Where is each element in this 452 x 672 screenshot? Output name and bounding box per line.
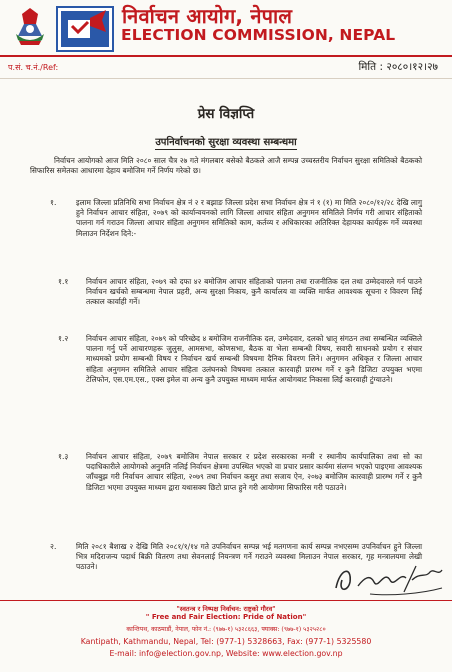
item-1-text: इलाम जिल्ला प्रतिनिधि सभा निर्वाचन क्षेत्र नं २ र बझाङ जिल्ला प्रदेश सभा निर्वाचन क्षेत्र नं १ (१) मा मिति २०८०/१२/२८ देखि लागु हुने निर्वाचन आचार संहिता, २०७९ को कार्यान्वयनको लागि जिल्ला आचार संहिता अनुगमन समितिले निर्णय गरी आचार संहिताको पालना गर्न गराउन जिल्ला आचार संहिता अनुगमन समितिको काम, कर्तव्य र अधिकारका अतिरिक्त देहायका कार्यहरू गर्ने व्यवस्था मिलाउन निर्देशन दिने:- — [76, 198, 422, 238]
contact-line: E-mail: info@election.gov.np, Website: www.election.gov.np — [109, 649, 343, 658]
subitem-1-1-text: निर्वाचन आचार संहिता, २०७९ को दफा ४२ बमोजिम आचार संहिताको पालना तथा राजनीतिक दल तथा उम्मेदवारले गर्न पाउने निर्वाचन खर्चको सम्बन्धमा नेपाल प्रहरी, अन्य सुरक्षा निकाय, कुनै कार्यालय वा व्यक्ति मार्फत आवश्यक सूचना र विवरण लिई तत्काल कार्वाही गर्ने। — [86, 277, 422, 307]
document-title: प्रेस विज्ञप्ति — [197, 106, 255, 122]
org-name-english: ELECTION COMMISSION, NEPAL — [121, 26, 396, 44]
signature — [330, 558, 448, 600]
subitem-1-1-number: १.१ — [58, 277, 69, 286]
address-nepali: कान्तिपथ, काठमाडौं, नेपाल, फोन नं.: (९७७-१) ५३२८६६३, फ्याक्स: (९७७-१) ५३२५२८० — [126, 626, 326, 633]
intro-paragraph: निर्वाचन आयोगको आज मिति २०८० साल चैत्र २७ गते मंगलबार बसेको बैठकले आजै सम्पन्न उच्चस्तरीय निर्वाचन सुरक्षा समितिको बैठकको सिफारिस समेतका आधारमा देहाय बमोजिम गर्ने निर्णय गरेको छ। — [30, 156, 422, 176]
subitem-1-3-number: १.३ — [58, 452, 69, 461]
motto-english: " Free and Fair Election: Pride of Nation" — [145, 613, 307, 621]
document-subject — [0, 134, 452, 148]
footer-divider — [0, 600, 452, 601]
letterhead-divider — [0, 55, 452, 57]
election-commission-logo-icon — [56, 6, 114, 52]
subitem-1-2-number: १.२ — [58, 334, 69, 343]
subitem-1-2-text: निर्वाचन आचार संहिता, २०७९ को परिच्छेद ४ बमोजिम राजनीतिक दल, उम्मेदवार, दलको भ्रातृ संगठन तथा सम्बन्धित व्यक्तिले पालना गर्नु पर्ने आचारणहरू जुलुस, आमसभा, कोणसभा, बैठक वा भेला सम्बन्धी विषय, सवारी साधनको प्रयोग र संचार माध्यमको प्रयोग सम्बन्धी विषय र निर्वाचन खर्च सम्बन्धी विषयमा दैनिक विवरण लिने। अनुगमन अधिकृत र जिल्ला आचार संहिता अनुगमन समितिले आचार संहिता उलंघनको विषयमा तत्काल कारवाही प्रारम्भ गर्ने र कुनै डिजिटा उपयुक्त भएमा टेलिफोन, एस.एम.एस., एक्स इमेल वा अन्य कुनै उपयुक्त माध्यम मार्फत आयोगबाट निकासा लिई कारवाही टुंग्याउने। — [86, 334, 422, 384]
item-1-number: १. — [50, 198, 57, 207]
letter-date: मिति : २०८०।१२।२७ — [358, 61, 438, 73]
org-name-nepali: निर्वाचन आयोग, नेपाल — [122, 4, 293, 28]
reference-label: प.सं. च.नं./Ref: — [8, 63, 59, 72]
subitem-1-3-text: निर्वाचन आचार संहिता, २०७९ बमोजिम नेपाल सरकार र प्रदेश सरकारका मन्त्री र स्थानीय कार्यपालिका तथा सो का पदाधिकारीले आयोगको अनुमति नलिई निर्वाचन क्षेत्रमा उपस्थित भएको वा प्रचार प्रसार कार्यमा संलग्न भएको पाइएमा आवश्यक जाँचबुझ गरी निर्वाचन आचार संहिता, २०७९ तथा निर्वाचन कसुर तथा सजाय ऐन, २०७३ बमोजिम कारवाही प्रारम्भ गर्ने र कुनै डिजिटा भएमा उपयुक्त माध्यम द्वारा यथासक्य छिटो प्राप्त हुने गरी आयोगमा सिफारिस गरी पठाउने। — [86, 452, 422, 492]
header-divider — [0, 78, 452, 79]
item-2-text: मिति २०८१ बैशाख २ देखि मिति २०८१/१/१४ गते उपनिर्वाचन सम्पन्न भई मतगणना कार्य सम्पन्न नभएसम्म उपनिर्वाचन हुने जिल्ला भित्र मदिराजन्य पदार्थ बिक्री वितरण तथा सेवनलाई नियन्त्रण गर्ने गराउने व्यवस्था मिलाउन नेपाल सरकार, गृह मन्त्रालयमा लेखी पठाउने। — [76, 542, 422, 572]
motto-nepali: "स्वतन्त्र र निष्पक्ष निर्वाचन: राष्ट्रको गौरव" — [176, 605, 276, 613]
address-english: Kantipath, Kathmandu, Nepal, Tel: (977-1) 5328663, Fax: (977-1) 5325580 — [80, 637, 372, 646]
nepal-emblem-icon — [10, 6, 50, 48]
item-2-number: २. — [50, 542, 57, 551]
document-subject-text: उपनिर्वाचनको सुरक्षा व्यवस्था सम्बन्धमा — [155, 137, 297, 148]
